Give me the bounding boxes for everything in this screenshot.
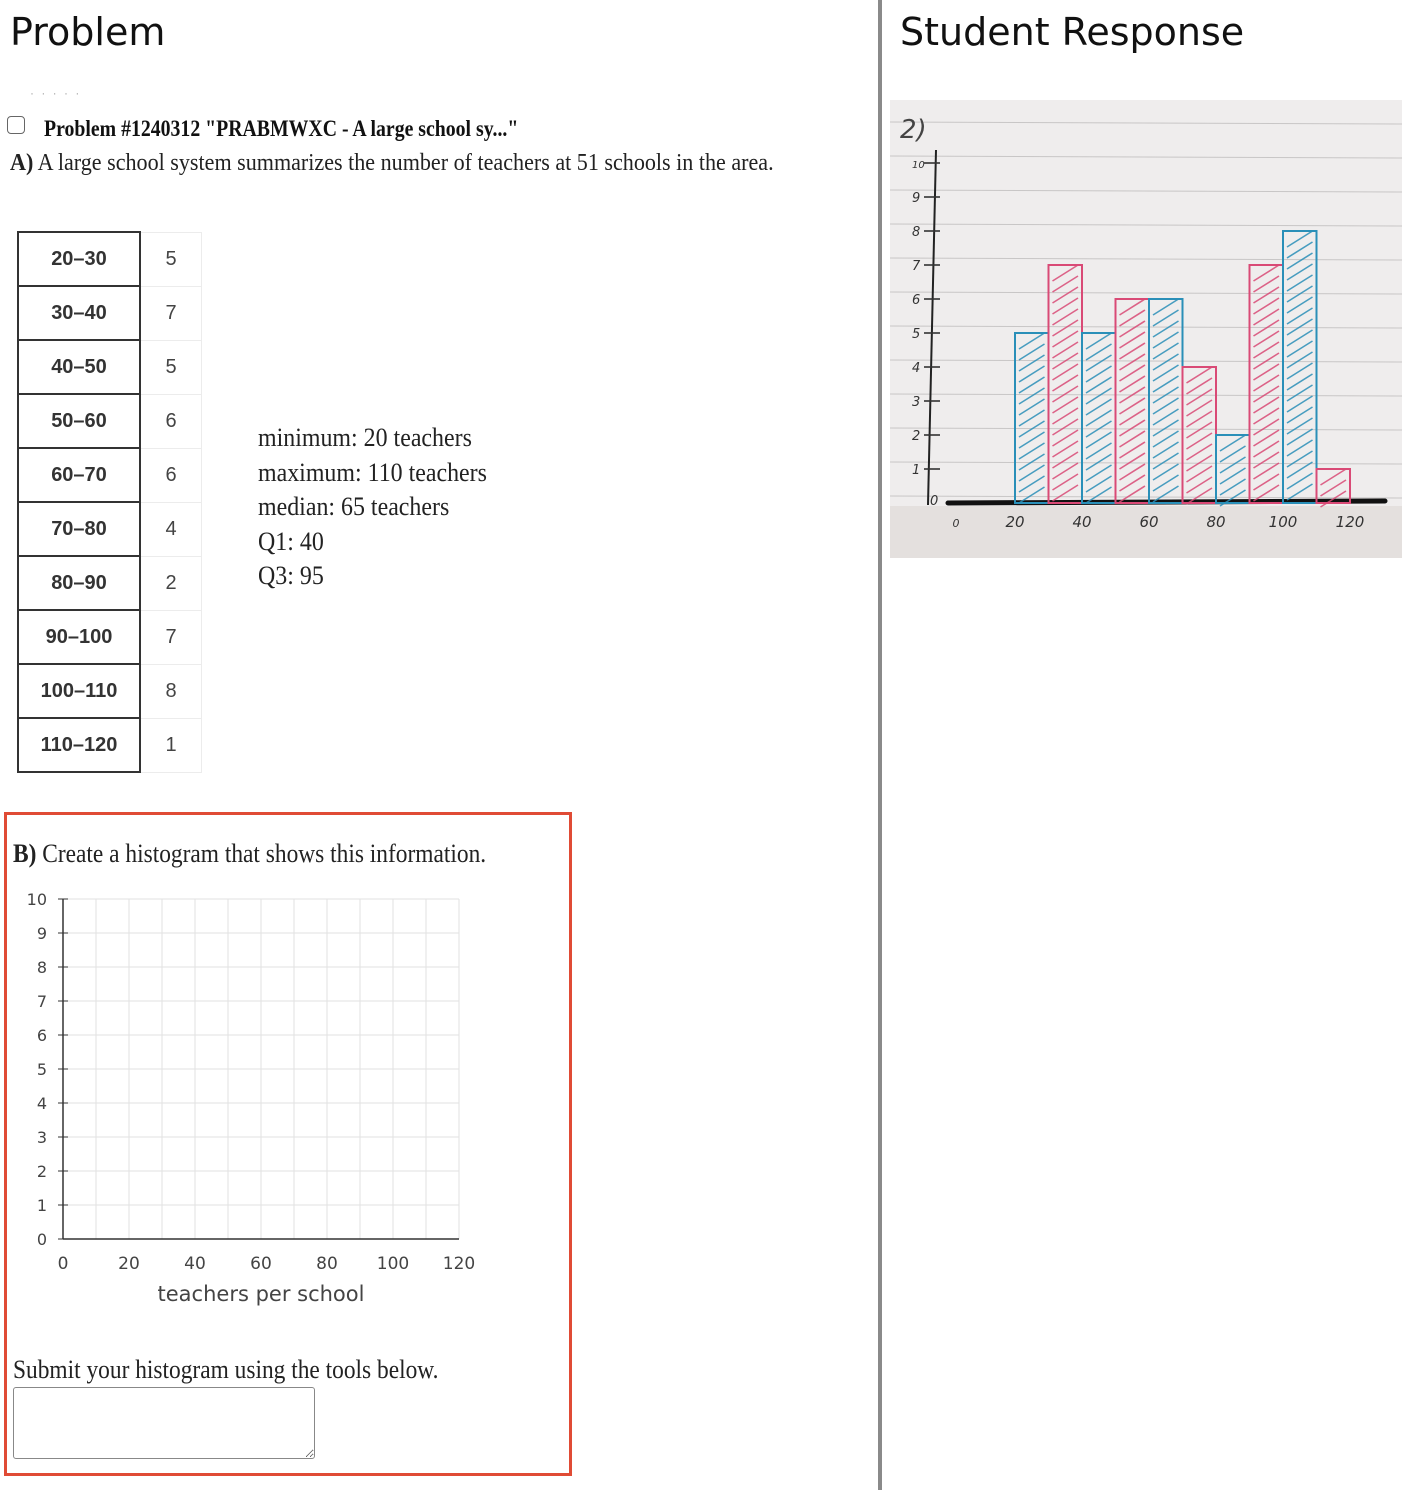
hand-y-tick-label: 0	[930, 494, 939, 509]
table-row	[18, 610, 202, 664]
y-tick-label: 1	[36, 1196, 47, 1215]
hand-y-tick-label: 7	[912, 259, 921, 274]
hand-y-tick-label: 5	[912, 327, 921, 342]
count-cell: 4	[140, 502, 202, 556]
y-tick-label: 8	[36, 958, 47, 977]
x-tick-label: 120	[442, 1254, 476, 1274]
y-tick-label: 5	[36, 1060, 47, 1079]
range-cell: 70–80	[18, 502, 140, 556]
part-a-label: A)	[10, 150, 34, 176]
x-tick-label: 40	[184, 1254, 206, 1274]
count-cell: 2	[140, 556, 202, 610]
answer-input[interactable]	[13, 1387, 315, 1459]
paper-background	[890, 100, 1402, 558]
count-cell: 1	[140, 718, 202, 772]
problem-select-checkbox[interactable]	[7, 116, 25, 134]
range-cell: 30–40	[18, 286, 140, 340]
range-cell: 50–60	[18, 394, 140, 448]
part-b-prompt	[13, 839, 486, 869]
part-a-prompt	[10, 150, 774, 177]
range-cell: 80–90	[18, 556, 140, 610]
part-b-label: B)	[13, 839, 37, 868]
range-cell: 60–70	[18, 448, 140, 502]
student-histogram-photo	[890, 100, 1402, 558]
summary-stats	[258, 421, 487, 594]
stat-minimum: minimum: 20 teachers	[258, 423, 472, 452]
count-cell: 5	[140, 232, 202, 286]
x-axis-label: teachers per school	[157, 1282, 365, 1306]
hand-x-tick-label: 60	[1139, 513, 1159, 531]
range-cell: 100–110	[18, 664, 140, 718]
count-cell: 7	[140, 610, 202, 664]
student-response-title: Student Response	[900, 10, 1245, 54]
part-b-text: Create a histogram that shows this information.	[42, 839, 487, 868]
x-tick-label: 100	[376, 1254, 410, 1274]
x-tick-label: 60	[250, 1254, 272, 1274]
table-row	[18, 718, 202, 772]
hand-y-tick-label: 6	[912, 293, 921, 308]
frequency-table	[17, 231, 202, 773]
table-row	[18, 232, 202, 286]
hand-x-tick-label: 80	[1206, 513, 1226, 531]
table-row	[18, 286, 202, 340]
y-tick-label: 9	[36, 924, 47, 943]
y-tick-label: 7	[36, 992, 47, 1011]
y-tick-label: 4	[36, 1094, 47, 1113]
table-row	[18, 394, 202, 448]
stat-median: median: 65 teachers	[258, 492, 450, 521]
stat-q3: Q3: 95	[258, 561, 324, 590]
submit-instructions: Submit your histogram using the tools below.	[13, 1355, 439, 1384]
problem-header: Problem #1240312 "PRABMWXC - A large school sy..."	[44, 116, 519, 141]
grid-lines	[63, 899, 459, 1239]
table-row	[18, 502, 202, 556]
y-tick-label: 6	[36, 1026, 47, 1045]
table-row	[18, 448, 202, 502]
drag-handle-icon: · · · · ·	[30, 86, 82, 100]
count-cell: 8	[140, 664, 202, 718]
range-cell: 40–50	[18, 340, 140, 394]
problem-pane-title: Problem	[10, 10, 166, 54]
table-row	[18, 556, 202, 610]
empty-histogram-grid	[7, 875, 507, 1315]
hand-x-tick-label: 40	[1072, 513, 1092, 531]
hand-y-tick-label: 1	[912, 463, 921, 478]
student-response-pane	[882, 0, 1402, 1490]
hand-y-tick-label: 10	[912, 160, 925, 171]
hand-x-tick-label: 120	[1335, 513, 1365, 531]
hand-x-tick-label: 0	[952, 517, 960, 530]
hand-x-tick-label: 100	[1268, 513, 1298, 531]
hand-x-tick-label: 20	[1005, 513, 1025, 531]
table-row	[18, 340, 202, 394]
stat-q1: Q1: 40	[258, 526, 324, 556]
x-tick-label: 80	[316, 1254, 338, 1274]
y-tick-label: 3	[36, 1128, 47, 1147]
part-b-panel	[4, 812, 572, 1476]
y-tick-label: 2	[36, 1162, 47, 1181]
range-cell: 110–120	[18, 718, 140, 772]
range-cell: 90–100	[18, 610, 140, 664]
table-row	[18, 664, 202, 718]
hand-y-tick-label: 8	[912, 225, 921, 240]
count-cell: 7	[140, 286, 202, 340]
hand-y-tick-label: 2	[912, 429, 921, 444]
count-cell: 5	[140, 340, 202, 394]
stat-maximum: maximum: 110 teachers	[258, 457, 487, 487]
count-cell: 6	[140, 448, 202, 502]
part-a-text: A large school system summarizes the number of teachers at 51 schools in the area.	[37, 150, 774, 176]
y-tick-label: 0	[36, 1230, 47, 1249]
range-cell: 20–30	[18, 232, 140, 286]
hand-y-tick-label: 4	[912, 361, 921, 376]
hand-y-tick-label: 3	[912, 395, 921, 410]
hand-problem-number: 2)	[900, 115, 927, 145]
y-tick-label: 10	[26, 890, 47, 909]
x-tick-label: 0	[57, 1254, 69, 1274]
hand-y-tick-label: 9	[912, 191, 921, 206]
count-cell: 6	[140, 394, 202, 448]
x-tick-label: 20	[118, 1254, 140, 1274]
